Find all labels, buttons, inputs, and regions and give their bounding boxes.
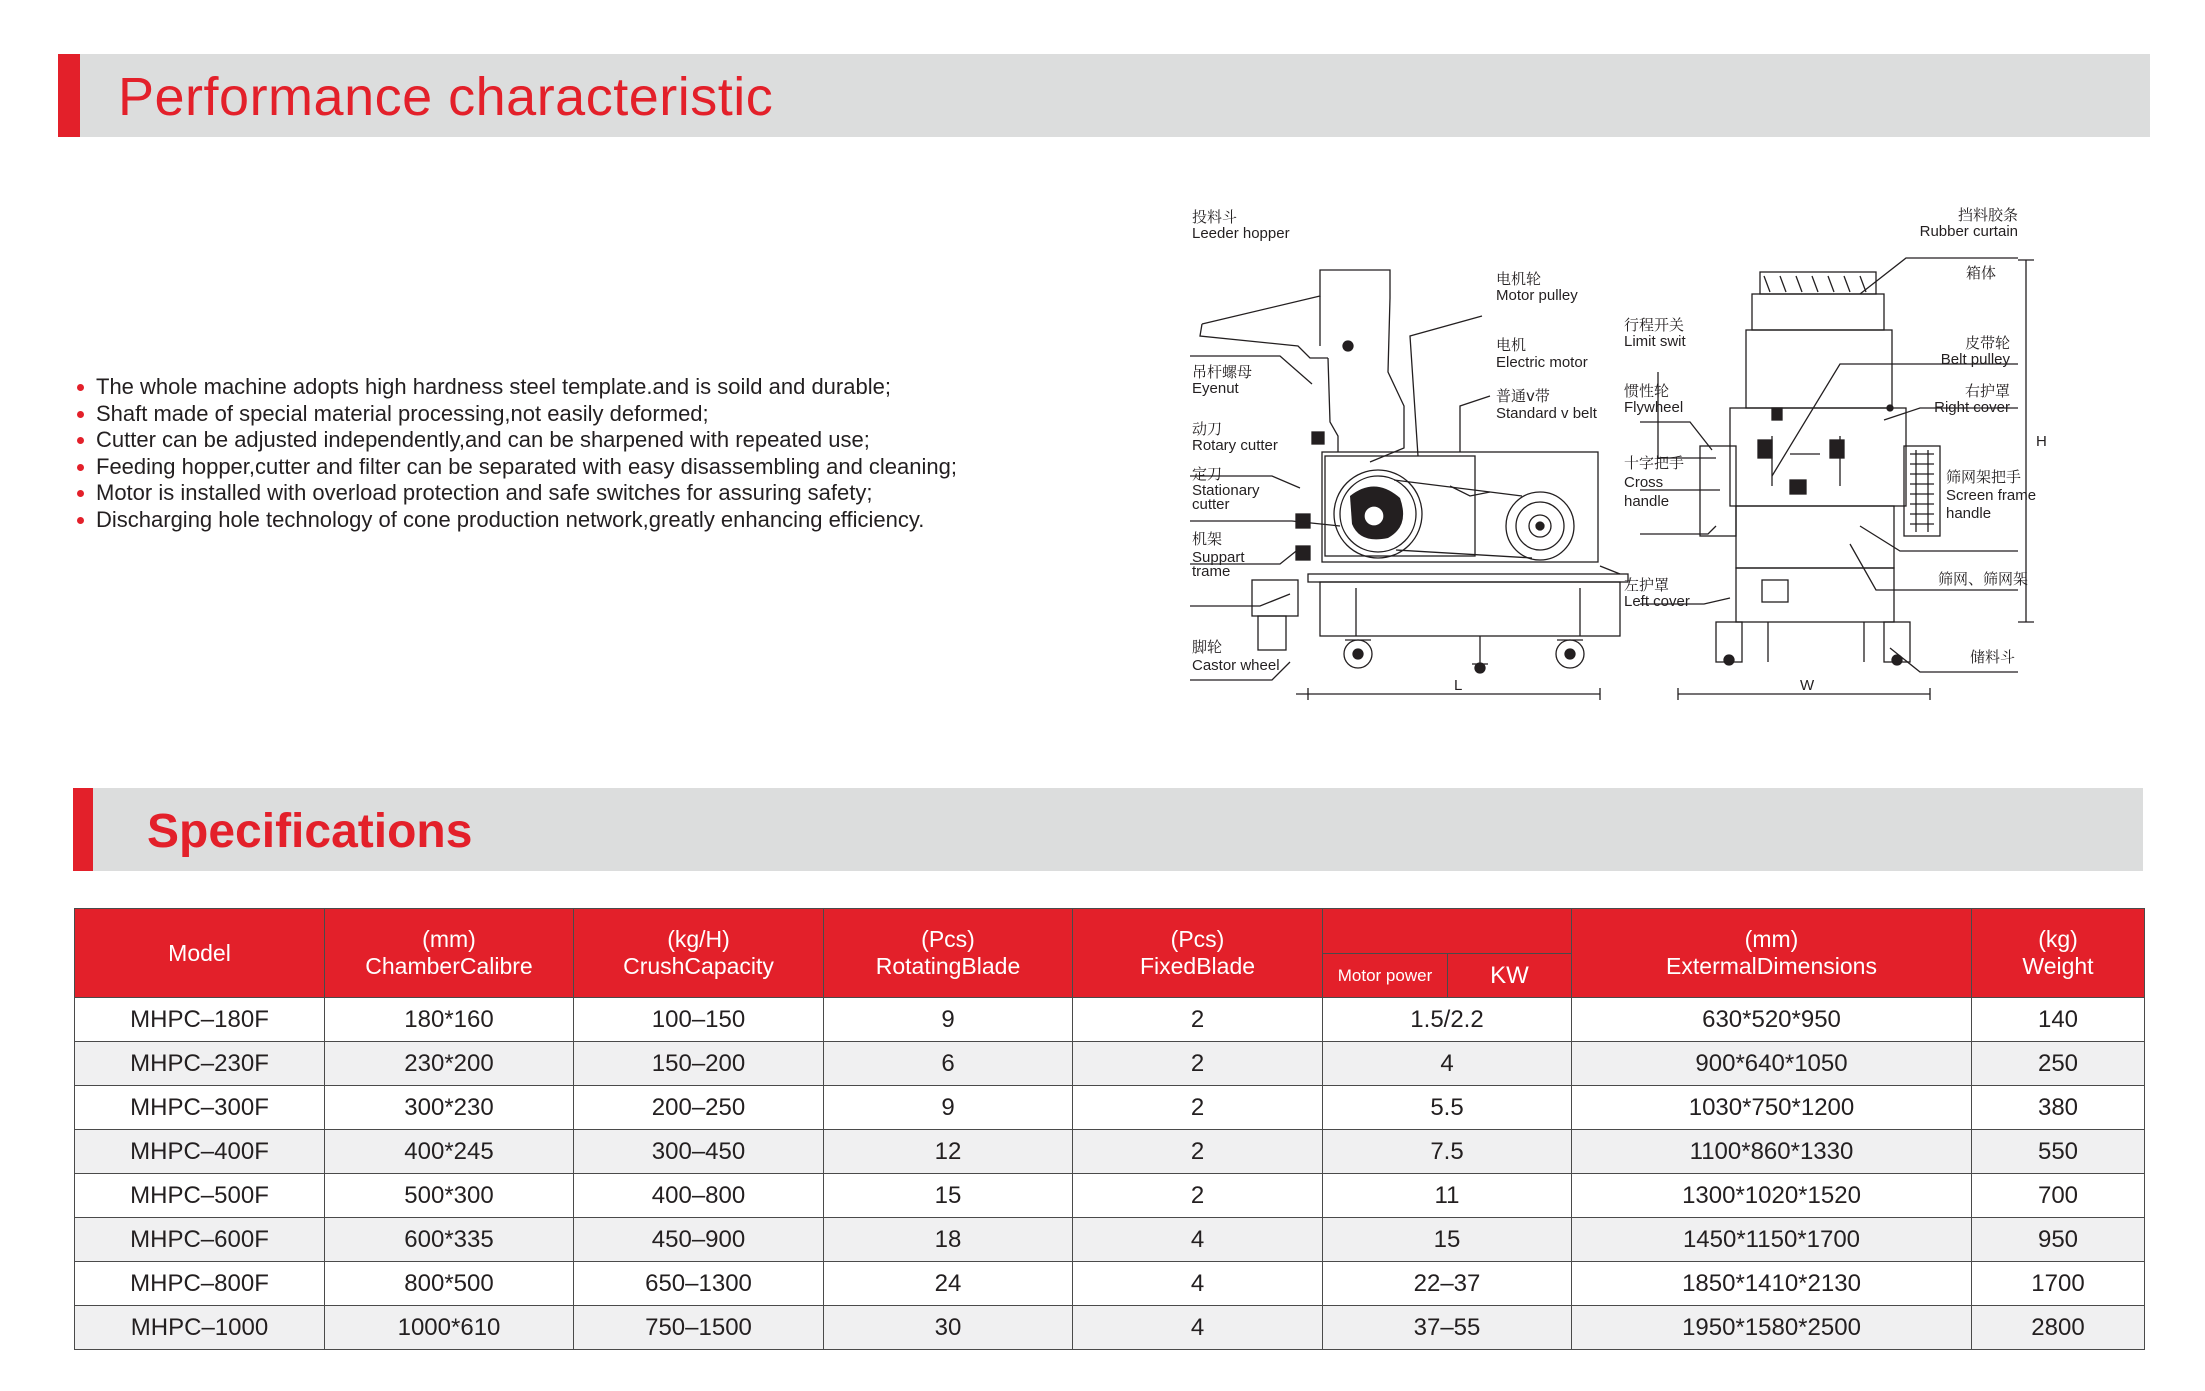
header-external-dimensions (1572, 909, 1972, 998)
cell-crush-capacity: 450–900 (574, 1218, 824, 1262)
label-right-cover-cn: 右护罩 (1964, 382, 2010, 400)
cell-rotating-blade: 9 (824, 998, 1073, 1042)
label-left-cover-en: Left cover (1624, 593, 1690, 610)
label-stationary-cutter-cn: 定刀 (1192, 465, 1223, 483)
feature-item: Cutter can be adjusted independently,and can be sharpened with repeated use; (74, 427, 957, 454)
label-storage-hopper-cn: 储料斗 (1970, 648, 2016, 666)
cell-motor-kw: 22–37 (1323, 1262, 1572, 1306)
header-model: Model (75, 909, 325, 998)
cell-fixed-blade: 2 (1073, 998, 1323, 1042)
cell-crush-capacity: 650–1300 (574, 1262, 824, 1306)
cell-model: MHPC–800F (75, 1262, 325, 1306)
performance-title: Performance characteristic (118, 67, 774, 127)
cell-motor-kw: 7.5 (1323, 1130, 1572, 1174)
table-row (75, 1174, 2145, 1218)
label-limit-switch-cn: 行程开关 (1624, 316, 1685, 334)
header-unit: (mm) (1744, 926, 1799, 952)
label-rotary-cutter-en: Rotary cutter (1192, 437, 1278, 454)
cell-external-dimensions: 1950*1580*2500 (1572, 1306, 1972, 1350)
cell-chamber-calibre: 230*200 (325, 1042, 574, 1086)
dimension-width-label: W (1800, 677, 1815, 694)
cell-chamber-calibre: 400*245 (325, 1130, 574, 1174)
cell-fixed-blade: 4 (1073, 1306, 1323, 1350)
header-motor-kw: KW (1448, 954, 1572, 998)
label-eyenut-en: Eyenut (1192, 380, 1239, 397)
cell-external-dimensions: 1030*750*1200 (1572, 1086, 1972, 1130)
label-cross-handle-en2: handle (1624, 493, 1670, 510)
header-label: RotatingBlade (875, 953, 1021, 979)
label-eyenut-cn: 吊杆螺母 (1192, 363, 1253, 381)
feature-item: Feeding hopper,cutter and filter can be separated with easy disassembling and cleaning; (74, 454, 957, 481)
cell-rotating-blade: 12 (824, 1130, 1073, 1174)
cell-model: MHPC–500F (75, 1174, 325, 1218)
cell-weight: 550 (1972, 1130, 2145, 1174)
label-motor-en: Electric motor (1496, 354, 1588, 371)
cell-motor-kw: 5.5 (1323, 1086, 1572, 1130)
label-vbelt-en: Standard v belt (1496, 405, 1597, 422)
label-cross-handle-cn: 十字把手 (1624, 454, 1685, 472)
storage-hopper-drawing (1736, 568, 1894, 622)
machine-diagram (1160, 196, 2060, 716)
label-stationary-cutter-en2: cutter (1192, 496, 1230, 513)
feature-list (74, 374, 957, 533)
feature-item: Shaft made of special material processing,not easily deformed; (74, 401, 957, 428)
label-frame-en2: trame (1192, 563, 1231, 580)
header-unit: (mm) (422, 926, 476, 952)
cell-model: MHPC–300F (75, 1086, 325, 1130)
table-row (75, 1306, 2145, 1350)
specifications-table (74, 908, 2145, 1350)
label-cross-handle-en: Cross (1624, 474, 1664, 491)
casing-drawing (1730, 408, 1906, 506)
cell-fixed-blade: 2 (1073, 1086, 1323, 1130)
table-row (75, 1042, 2145, 1086)
header-label: CrushCapacity (623, 953, 774, 979)
header-label: ChamberCalibre (365, 953, 533, 979)
label-castor-en: Castor wheel (1192, 657, 1280, 674)
cell-external-dimensions: 630*520*950 (1572, 998, 1972, 1042)
label-belt-pulley-en: Belt pulley (1940, 351, 2010, 368)
feature-item: Discharging hole technology of cone production network,greatly enhancing efficiency. (74, 507, 957, 534)
cell-weight: 1700 (1972, 1262, 2145, 1306)
cell-chamber-calibre: 500*300 (325, 1174, 574, 1218)
label-screen-handle-cn: 筛网架把手 (1946, 468, 2022, 486)
label-stationary-cutter-en: Stationary (1192, 482, 1260, 499)
cell-rotating-blade: 9 (824, 1086, 1073, 1130)
table-row (75, 1218, 2145, 1262)
performance-accent-bar (58, 54, 80, 137)
cell-motor-kw: 11 (1323, 1174, 1572, 1218)
cell-motor-kw: 37–55 (1323, 1306, 1572, 1350)
label-right-cover-en: Right cover (1934, 399, 2010, 416)
header-unit: (kg) (2038, 926, 2078, 952)
specifications-accent-bar (73, 788, 93, 871)
cell-rotating-blade: 15 (824, 1174, 1073, 1218)
label-castor-cn: 脚轮 (1192, 638, 1223, 656)
header-motor-group (1323, 909, 1572, 954)
header-unit: (Pcs) (921, 926, 975, 952)
cell-weight: 950 (1972, 1218, 2145, 1262)
cell-crush-capacity: 200–250 (574, 1086, 824, 1130)
header-label: FixedBlade (1139, 953, 1256, 979)
cell-fixed-blade: 2 (1073, 1042, 1323, 1086)
cell-crush-capacity: 300–450 (574, 1130, 824, 1174)
header-label: Weight (2022, 953, 2094, 979)
cell-fixed-blade: 2 (1073, 1130, 1323, 1174)
label-casing-cn: 箱体 (1965, 264, 1996, 282)
cell-model: MHPC–400F (75, 1130, 325, 1174)
header-weight (1972, 909, 2145, 998)
cell-motor-kw: 4 (1323, 1042, 1572, 1086)
cell-rotating-blade: 30 (824, 1306, 1073, 1350)
cell-crush-capacity: 150–200 (574, 1042, 824, 1086)
cell-crush-capacity: 750–1500 (574, 1306, 824, 1350)
cell-fixed-blade: 4 (1073, 1262, 1323, 1306)
label-flywheel-en: Flywheel (1624, 399, 1684, 416)
header-unit: (kg/H) (667, 926, 730, 952)
table-row (75, 1130, 2145, 1174)
header-motor-power: Motor power (1323, 954, 1448, 998)
dimension-length-label: L (1454, 677, 1463, 694)
label-screen-handle-en: Screen frame (1946, 487, 2037, 504)
cell-model: MHPC–1000 (75, 1306, 325, 1350)
label-rotary-cutter-cn: 动刀 (1192, 420, 1223, 438)
label-motor-pulley-en: Motor pulley (1496, 287, 1578, 304)
cell-weight: 250 (1972, 1042, 2145, 1086)
feature-item: Motor is installed with overload protection and safe switches for assuring safety; (74, 480, 957, 507)
label-belt-pulley-cn: 皮带轮 (1964, 334, 2010, 352)
header-label: ExtermalDimensions (1666, 953, 1877, 979)
cell-weight: 380 (1972, 1086, 2145, 1130)
performance-header (58, 54, 2150, 137)
cell-weight: 140 (1972, 998, 2145, 1042)
label-left-cover-cn: 左护罩 (1624, 576, 1670, 594)
specifications-header (73, 788, 2143, 871)
cell-external-dimensions: 900*640*1050 (1572, 1042, 1972, 1086)
cell-fixed-blade: 2 (1073, 1174, 1323, 1218)
cell-rotating-blade: 24 (824, 1262, 1073, 1306)
cell-model: MHPC–230F (75, 1042, 325, 1086)
header-unit: (Pcs) (1170, 926, 1225, 952)
cell-rotating-blade: 6 (824, 1042, 1073, 1086)
cell-fixed-blade: 4 (1073, 1218, 1323, 1262)
header-crush-capacity (574, 909, 824, 998)
label-rubber-curtain-en: Rubber curtain (1919, 223, 2018, 240)
cell-crush-capacity: 400–800 (574, 1174, 824, 1218)
cell-chamber-calibre: 800*500 (325, 1262, 574, 1306)
header-rotating-blade (824, 909, 1073, 998)
cell-motor-kw: 1.5/2.2 (1323, 998, 1572, 1042)
table-row (75, 1086, 2145, 1130)
header-chamber-calibre (325, 909, 574, 998)
feature-item: The whole machine adopts high hardness steel template.and is soild and durable; (74, 374, 957, 401)
cell-weight: 700 (1972, 1174, 2145, 1218)
label-limit-switch-en: Limit swit (1624, 333, 1686, 350)
specifications-title: Specifications (147, 805, 473, 858)
cell-chamber-calibre: 180*160 (325, 998, 574, 1042)
label-frame-cn: 机架 (1192, 530, 1223, 548)
cell-motor-kw: 15 (1323, 1218, 1572, 1262)
cell-model: MHPC–600F (75, 1218, 325, 1262)
header-fixed-blade (1073, 909, 1323, 998)
label-rubber-curtain-cn: 挡料胶条 (1957, 206, 2018, 224)
label-motor-cn: 电机 (1496, 336, 1527, 354)
label-frame-en: Suppart (1192, 549, 1245, 566)
label-hopper-cn: 投料斗 (1192, 208, 1238, 226)
label-hopper-en: Leeder hopper (1192, 225, 1290, 242)
cell-crush-capacity: 100–150 (574, 998, 824, 1042)
cell-external-dimensions: 1300*1020*1520 (1572, 1174, 1972, 1218)
table-row (75, 998, 2145, 1042)
label-flywheel-cn: 惯性轮 (1624, 382, 1670, 400)
cell-chamber-calibre: 1000*610 (325, 1306, 574, 1350)
cell-chamber-calibre: 300*230 (325, 1086, 574, 1130)
cell-rotating-blade: 18 (824, 1218, 1073, 1262)
cell-model: MHPC–180F (75, 998, 325, 1042)
cell-weight: 2800 (1972, 1306, 2145, 1350)
label-screen-cn: 筛网、筛网架 (1938, 570, 2029, 588)
cell-chamber-calibre: 600*335 (325, 1218, 574, 1262)
label-vbelt-cn: 普通v带 (1496, 387, 1550, 405)
label-motor-pulley-cn: 电机轮 (1496, 270, 1542, 288)
specifications-table-body (75, 998, 2145, 1350)
cell-external-dimensions: 1100*860*1330 (1572, 1130, 1972, 1174)
cell-external-dimensions: 1450*1150*1700 (1572, 1218, 1972, 1262)
label-screen-handle-en2: handle (1946, 505, 1992, 522)
table-row (75, 1262, 2145, 1306)
cell-external-dimensions: 1850*1410*2130 (1572, 1262, 1972, 1306)
dimension-height-label: H (2036, 433, 2047, 450)
